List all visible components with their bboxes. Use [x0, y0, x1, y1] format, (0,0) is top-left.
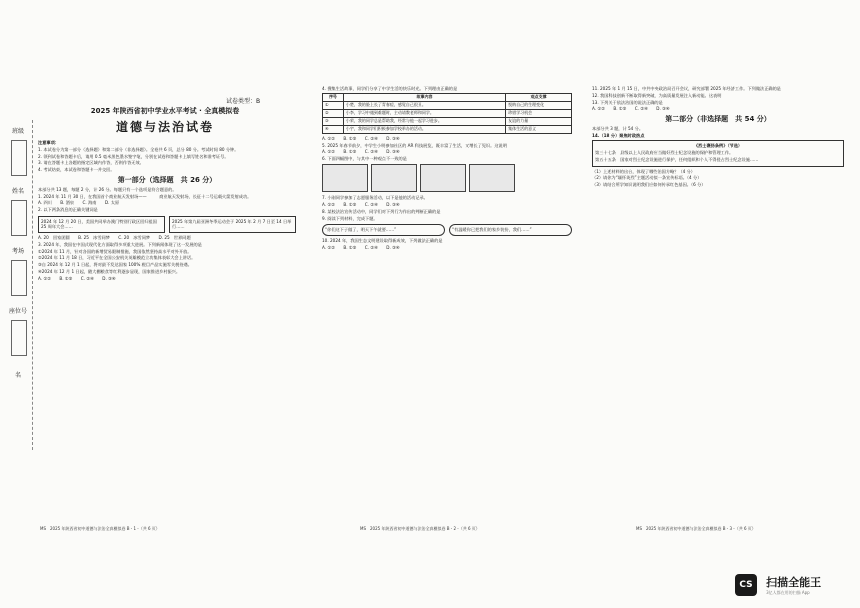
question-14-sub: （2）请你为“缅怀英烈”主题活动拟一条宣传标语。（4 分） [592, 175, 702, 181]
speech-bubbles [322, 222, 572, 238]
table-row [323, 109, 572, 117]
question-3-item: ③自 2024 年 12 月 1 日起，将对最不发达国家 100% 税目产品实施零关税待遇。 [38, 262, 192, 268]
question-14-sub: （3）请结合所学知识说明我们应如何传承红色基因。（6 分） [592, 182, 706, 188]
question-3-item: ①2024 年 11 月，针对各国的新增贸易限制措施，我国依然坚持高水平对外开放。 [38, 248, 192, 254]
part1-title: 第一部分（选择题 共 26 分） [117, 175, 217, 184]
notice-item: 4. 考试结束，本试卷和答题卡一并交回。 [38, 167, 115, 173]
question-7-options: A. ①② B. ①③ C. ②④ D. ③④ [322, 202, 400, 208]
speech-bubble-right: “有温暖你已把我们的家乡装扮，我们……” [449, 224, 572, 236]
exam-title-line1: 2025 年陕西省初中学业水平考试 · 全真模拟卷 [90, 107, 240, 115]
material-box [592, 140, 844, 166]
question-5-options: A. ①② B. ①③ C. ②④ D. ③④ [322, 149, 400, 155]
question-1: 1. 2024 年 11 月 30 日，在我国首个商业航天发射场—— 商业航天发射场，长征十二号运载火箭发射成功。 [38, 193, 252, 199]
question-5: 5. 2025 年春节前夕，中学生小明参加社区的 AR 科技展览，既丰富了生活，又增长了见识。这说明 [322, 142, 507, 148]
material-line: 第五十五条 国家对烈士纪念设施进行保护，任何组织和个人不得侵占烈士纪念设施…… [595, 156, 759, 162]
question-6: 6. 下面四幅图中，与其中一种观点不一致的是 [322, 156, 407, 162]
illustration-image [322, 164, 368, 192]
question-14-sub: （1）上述材料的出台，体现了哪些治国方略？（4 分） [592, 168, 695, 174]
table-cell: 友谊的力量 [506, 117, 572, 125]
notice-title: 注意事项： [38, 140, 59, 145]
question-4: 4. 搜集生活故事，同学们分享了中学生活的快乐时光。下列理由正确的是 [322, 86, 458, 91]
question-13-options: A. ①② B. ①③ C. ②④ D. ③④ [592, 106, 670, 112]
material-line: 第三十七条 县级以上人民政府应当做好烈士纪念设施的保护和管理工作。 [595, 150, 734, 156]
scanner-logo-icon: CS [735, 574, 757, 596]
question-4-options: A. ①② B. ①③ C. ②④ D. ③④ [322, 135, 400, 141]
page-column-2 [322, 86, 572, 580]
table-cell: ④ [323, 125, 344, 133]
question-6-images [322, 164, 572, 194]
speech-bubble-left: “你们这下子做了，明天下午就要……” [322, 224, 445, 236]
binding-box [11, 200, 27, 236]
question-12: 12. 我国科技创新不断取得新突破，为高质量发展注入新动能。这表明 [592, 92, 722, 98]
material-title: 《烈士褒扬条例》（节选） [693, 143, 743, 149]
binding-label: 班级 [11, 128, 24, 135]
scanner-tagline: 3亿人都在用的扫描 App [766, 590, 810, 595]
question-3-options: A. ①② B. ①③ C. ②④ D. ③④ [38, 275, 116, 281]
binding-box [11, 320, 27, 356]
table-cell: 小楚，我的脸上长了青春痘，感觉自己很丑。 [343, 101, 505, 109]
table-cell: 小荣，我的同学总是帮助我，经常与他一起学习进步。 [343, 117, 505, 125]
part2-intro: 本部分共 3 题，计 54 分。 [592, 125, 644, 131]
question-2-options: A. 20 回家团圆 B. 25 冰雪同梦 C. 20 冰雪同梦 D. 25 世界同题 [38, 235, 191, 241]
part2-title: 第二部分（非选择题 共 54 分） [665, 114, 771, 123]
table-cell: 集体生活的意义 [506, 125, 572, 133]
illustration-image [420, 164, 466, 192]
table-cell: 小宇，我和同学们积极参加学校举办的活动。 [343, 125, 505, 133]
question-3: 3. 2024 年，我国在中国式现代化方面取得多项重大进展。下列新闻体现了这一发展的是 [38, 241, 202, 247]
binding-label: 座位号 [8, 308, 27, 315]
story-table [322, 93, 572, 134]
binding-label: 名 [14, 372, 21, 379]
exam-type: 试卷类型：B [226, 98, 261, 105]
question-8: 8. 某校法治宣传活动中，同学们对下列行为作出的判断正确的是 [322, 208, 441, 214]
question-10-options: A. ①② B. ①③ C. ②④ D. ③④ [322, 244, 400, 250]
scanner-watermark [735, 574, 821, 596]
table-cell: 珍惜学习机会 [506, 109, 572, 117]
page-footer-3: MS 2025 年陕西省初中道德与法治全真模拟卷 B - 3 -（共 6 页） [636, 526, 756, 531]
scanner-name: 扫描全能王 [766, 576, 822, 589]
table-row [323, 117, 572, 125]
illustration-image [469, 164, 515, 192]
question-3-item: ④2024 年 12 月 1 日起，随大棚粮食等红利逐步显现，国家推进乡村振兴。 [38, 268, 181, 274]
notice-item: 1. 本试卷分为第一部分（选择题）和第二部分（非选择题）。全卷共 6 页，总分 80 分。考试时间 80 分钟。 [38, 146, 239, 152]
part1-intro: 本部分共 13 题，每题 2 分，计 26 分。每题只有一个选项是符合题意的。 [38, 186, 177, 192]
table-header: 序号 [323, 93, 344, 101]
binding-box [11, 140, 27, 176]
table-cell: ② [323, 109, 344, 117]
page-column-3 [592, 86, 844, 580]
news-box-left: 2024 年 12 月 20 日，美国共同举办澳门特别行政区回归祖国 25 周年大会…… [38, 216, 165, 233]
question-13: 13. 下列关于依法治国的说法正确的是 [592, 99, 663, 105]
question-11: 11. 2025 年 1 月 15 日，中共中央政治局召开会议，研究部署 2025 年经济工作。下列做法正确的是 [592, 86, 781, 91]
exam-title-line2: 道德与法治试卷 [115, 120, 214, 134]
notice-item: 3. 请在答题卡上各题的指定区域内作答，否则作答无效。 [38, 160, 144, 166]
table-header: 故事内容 [343, 93, 505, 101]
binding-box [11, 260, 27, 296]
question-10: 10. 2024 年，我国生态文明建设取得新成效，下列做法正确的是 [322, 238, 443, 244]
question-7: 7. 小刚同学参加了志愿服务活动，以下是他的活动记录。 [322, 195, 428, 201]
notice-item: 2. 领到试卷和答题卡后，请用 0.5 毫米黑色墨水签字笔，分别在试卷和答题卡上填写姓名和准考证号。 [38, 153, 229, 159]
table-row [323, 125, 572, 133]
news-box-right: 2025 年第九届亚洲冬季运动会于 2025 年 2 月 7 日至 14 日举行…… [169, 216, 296, 233]
question-14: 14.（18 分）聚焦时政热点 [592, 132, 645, 138]
table-cell: ① [323, 101, 344, 109]
binding-label: 姓名 [11, 188, 24, 195]
page-column-1 [38, 140, 296, 580]
table-row [323, 101, 572, 109]
question-3-item: ②2024 年 11 月 18 日，习近平在全国公安机关英雄模范立功集体表彰大会上讲话。 [38, 255, 196, 261]
table-cell: 悦纳自己的生理变化 [506, 101, 572, 109]
page-footer-1: MS 2025 年陕西省初中道德与法治全真模拟卷 B - 1 -（共 6 页） [40, 526, 160, 531]
table-cell: 小李，学习中遇到难题时，主动请教老师和同学。 [343, 109, 505, 117]
binding-label: 考场 [11, 248, 24, 255]
illustration-image [371, 164, 417, 192]
binding-margin [8, 120, 33, 450]
table-cell: ③ [323, 117, 344, 125]
question-1-options: A. 四川 B. 酒泉 C. 海南 D. 太原 [38, 200, 120, 206]
table-header: 观点支撑 [506, 93, 572, 101]
question-2-boxes [38, 214, 296, 235]
page-footer-2: MS 2025 年陕西省初中道德与法治全真模拟卷 B - 2 -（共 6 页） [360, 526, 480, 531]
question-2: 2. 以下两条消息的正确关键词是 [38, 207, 98, 213]
question-9: 9. 阅读下列材料，完成下题。 [322, 215, 378, 221]
